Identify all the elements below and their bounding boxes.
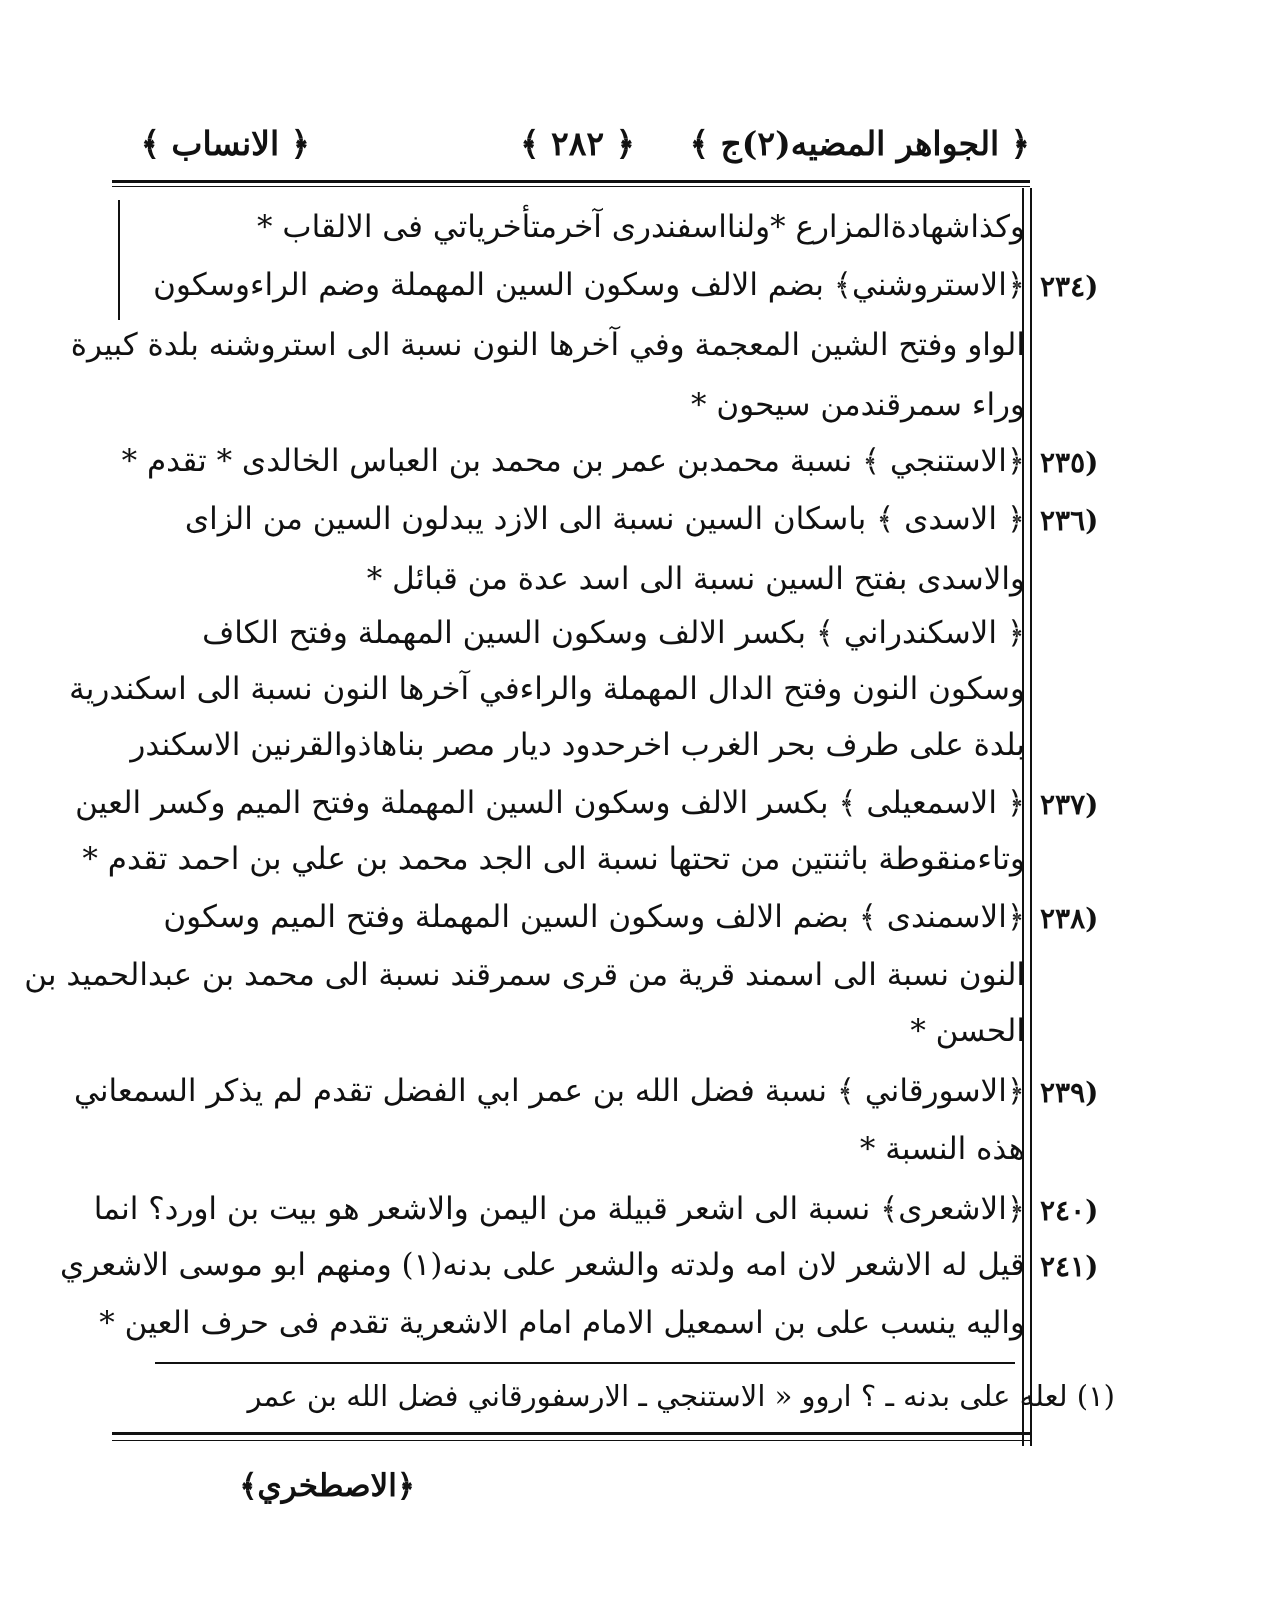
text-line: وتاءمنقوطة باثنتين من تحتها نسبة الى الجد محمد بن علي بن احمد تقدم *: [82, 841, 1025, 877]
entry-number: (٢٤٠: [1040, 1194, 1099, 1227]
text-line: ﴿الاستروشني﴾ بضم الالف وسكون السين المهملة وضم الراءوسكون: [153, 267, 1025, 303]
text-line: ﴿الاستنجي ﴾ نسبة محمدبن عمر بن محمد بن العباس الخالدى * تقدم *: [121, 443, 1025, 479]
entry-number: (٢٣٩: [1040, 1076, 1099, 1109]
text-line: ﴿ الاسدى ﴾ باسكان السين نسبة الى الازد يبدلون السين من الزاى: [184, 501, 1025, 537]
text-line: وكذاشهادةالمزارع *ولنااسفندرى آخرمتأخرياتي فى الالقاب *: [257, 209, 1025, 245]
entry-number: (٢٣٧: [1040, 788, 1099, 821]
entry-number: (٢٤١: [1040, 1250, 1099, 1283]
text-line: ﴿الاسورقاني ﴾ نسبة فضل الله بن عمر ابي الفضل تقدم لم يذكر السمعاني: [74, 1073, 1025, 1109]
text-line: الواو وفتح الشين المعجمة وفي آخرها النون نسبة الى استروشنه بلدة كبيرة: [70, 327, 1025, 363]
text-line: ﴿الاسمندى ﴾ بضم الالف وسكون السين المهملة وفتح الميم وسكون: [163, 899, 1025, 935]
footnote-separator: [155, 1362, 1015, 1364]
header-rule-bottom: [112, 186, 1030, 187]
text-line: واليه ينسب على بن اسمعيل الامام امام الاشعرية تقدم فى حرف العين *: [99, 1305, 1025, 1341]
catchword: ﴿الاصطخري﴾: [239, 1468, 415, 1504]
book-title: ﴿ الجواهر المضيه(٢)ج ﴾: [689, 124, 1030, 163]
text-line: ﴿ الاسمعيلى ﴾ بكسر الالف وسكون السين المهملة وفتح الميم وكسر العين: [75, 785, 1025, 821]
left-text-rule: [118, 200, 120, 320]
text-line: قيل له الاشعر لان امه ولدته والشعر على بدنه(١) ومنهم ابو موسى الاشعري: [60, 1247, 1025, 1283]
header-rule-top: [112, 180, 1030, 183]
text-line: وسكون النون وفتح الدال المهملة والراءفي آخرها النون نسبة الى اسكندرية: [69, 671, 1025, 707]
entry-number: (٢٣٥: [1040, 446, 1099, 479]
text-line: ﴿ الاسكندراني ﴾ بكسر الالف وسكون السين المهملة وفتح الكاف: [202, 615, 1025, 651]
text-line: الحسن *: [910, 1013, 1025, 1049]
right-margin-rule-2: [1030, 188, 1032, 1446]
page-number: ﴿ ٢٨٢ ﴾: [520, 124, 635, 163]
text-line: هذه النسبة *: [859, 1131, 1025, 1167]
entry-number: (٢٣٤: [1040, 270, 1099, 303]
running-header: [140, 118, 1030, 178]
text-line: بلدة على طرف بحر الغرب اخرحدود ديار مصر بناهاذوالقرنين الاسكندر: [130, 727, 1025, 763]
text-line: ﴿الاشعرى﴾ نسبة الى اشعر قبيلة من اليمن والاشعر هو بيت بن اورد؟ انما: [93, 1191, 1025, 1227]
entry-number: (٢٣٨: [1040, 902, 1099, 935]
bottom-rule-top: [112, 1432, 1030, 1435]
bottom-rule-bottom: [112, 1440, 1030, 1441]
text-line: وراء سمرقندمن سيحون *: [691, 387, 1025, 423]
footnote: (١) لعله على بدنه ـ ؟ اروو « الاستنجي ـ الارسفورقاني فضل الله بن عمر: [247, 1379, 1115, 1413]
text-line: النون نسبة الى اسمند قرية من قرى سمرقند نسبة الى محمد بن عبدالحميد بن: [24, 957, 1025, 993]
entry-number: (٢٣٦: [1040, 504, 1099, 537]
text-line: والاسدى بفتح السين نسبة الى اسد عدة من قبائل *: [366, 561, 1025, 597]
section-title: ﴿ الانساب ﴾: [140, 124, 310, 163]
